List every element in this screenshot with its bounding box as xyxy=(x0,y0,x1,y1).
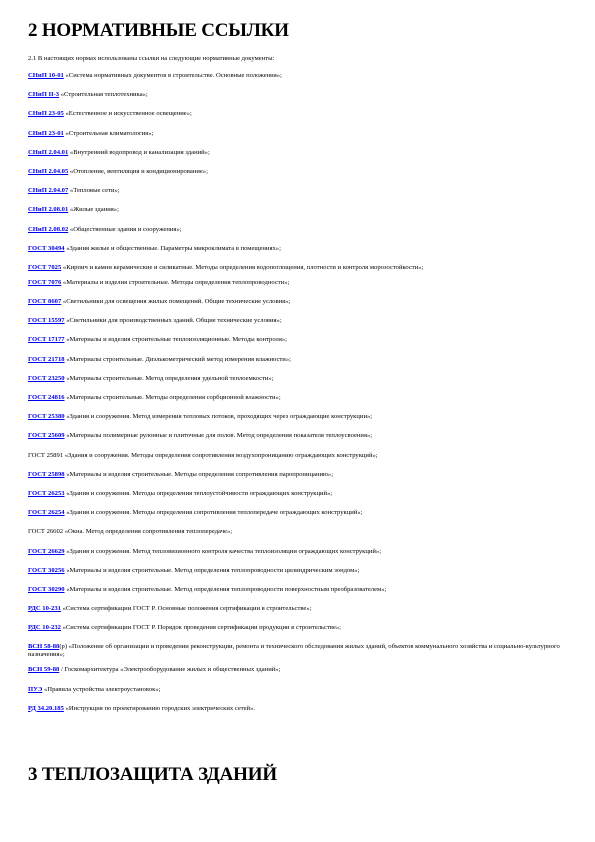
section-3-heading: 3 ТЕПЛОЗАЩИТА ЗДАНИЙ xyxy=(28,764,277,785)
reference-item xyxy=(28,264,568,272)
reference-code-link[interactable]: СНиП II-3 xyxy=(28,91,60,99)
reference-item xyxy=(28,394,568,402)
reference-code-link[interactable]: ГОСТ 30494 xyxy=(28,244,65,252)
reference-item xyxy=(28,548,568,556)
reference-item xyxy=(28,91,568,99)
reference-item xyxy=(28,432,568,440)
reference-item xyxy=(28,686,568,694)
reference-item xyxy=(28,336,568,344)
reference-code-link[interactable]: СНиП 23-01 xyxy=(28,129,64,137)
reference-title: «Внутренний водопровод и канализация зданий»; xyxy=(68,148,210,156)
reference-title: «Материалы и изделия строительные. Метод определения теплопроводности цилиндрическим зондом»; xyxy=(64,566,360,574)
reference-item xyxy=(28,317,568,325)
reference-item xyxy=(28,567,568,575)
reference-title: «Материалы и изделия строительные. Метод определения теплопроводности поверхностным преобразователем»; xyxy=(64,585,387,593)
reference-title: «Жилые здания»; xyxy=(68,206,119,214)
reference-title: «Система сертификации ГОСТ Р. Основные положения сертификации в строительстве»; xyxy=(60,605,312,613)
reference-item xyxy=(28,279,568,287)
reference-title: «Система нормативных документов в строительстве. Основные положения»; xyxy=(63,72,282,79)
reference-item xyxy=(28,356,568,364)
reference-code-link[interactable]: ГОСТ 26254 xyxy=(28,509,65,517)
reference-code-link[interactable]: ГОСТ 25898 xyxy=(28,470,65,478)
reference-title: «Материалы строительные. Методы определения сорбционной влажности»; xyxy=(64,394,281,401)
reference-title: «Материалы строительные. Метод определения удельной теплоемкости»; xyxy=(64,374,274,382)
reference-code-link[interactable]: ГОСТ 23250 xyxy=(28,374,65,382)
reference-item xyxy=(28,226,568,234)
reference-item xyxy=(28,72,568,80)
reference-code-link[interactable]: ГОСТ 30290 xyxy=(28,585,65,593)
reference-code-link[interactable]: СНиП 2.04.01 xyxy=(28,148,69,156)
reference-code-link[interactable]: ПУЭ xyxy=(28,685,43,693)
reference-title: «Материалы полимерные рулонные и плиточные для полов. Метод определения показателя теплоусвоения»; xyxy=(64,432,373,440)
reference-item xyxy=(28,605,568,613)
reference-item xyxy=(28,413,568,421)
reference-title: «Тепловые сети»; xyxy=(68,187,120,195)
reference-item xyxy=(28,528,568,536)
reference-item xyxy=(28,705,568,713)
reference-item xyxy=(28,298,568,306)
reference-code-link[interactable]: ГОСТ 25609 xyxy=(28,432,65,440)
reference-title: «Материалы строительные. Диэлькометрический метод измерения влажности»; xyxy=(64,355,291,363)
reference-code: ГОСТ 25891 xyxy=(28,451,64,459)
reference-item xyxy=(28,168,568,176)
reference-item xyxy=(28,110,568,118)
normative-references-list xyxy=(28,72,568,724)
reference-title: «Здания и сооружения. Методы определения теплоустойчивости ограждающих конструкций»; xyxy=(64,489,333,497)
reference-title: «Строительная теплотехника»; xyxy=(59,91,148,99)
reference-code-link[interactable]: ГОСТ 26253 xyxy=(28,489,65,497)
reference-title: «Здания и сооружения. Методы определения сопротивления воздухопроницанию ограждающих конструкций»; xyxy=(63,451,378,459)
reference-title: «Система сертификации ГОСТ Р. Порядок проведения сертификации продукции в строительстве»; xyxy=(60,624,341,632)
reference-code-link[interactable]: РД 34.20.185 xyxy=(28,704,64,712)
reference-title: «Строительная климатология»; xyxy=(63,129,154,137)
reference-item xyxy=(28,149,568,157)
reference-title: «Здания и сооружения. Метод тепловизионного контроля качества теплоизоляции ограждающих конструкций»; xyxy=(64,547,382,555)
reference-item xyxy=(28,643,568,659)
reference-title: «Здания жилые и общественные. Параметры микроклимата в помещениях»; xyxy=(64,244,281,252)
reference-code-link[interactable]: ГОСТ 26629 xyxy=(28,547,65,555)
reference-item xyxy=(28,471,568,479)
reference-title: «Кирпич и камни керамические и силикатные. Методы определения водопоглощения, плотности и контроля морозостойкости»; xyxy=(61,263,424,271)
reference-item xyxy=(28,509,568,517)
reference-title: «Материалы и изделия строительные. Методы определения сопротивления паропроницанию»; xyxy=(64,470,334,478)
reference-code-link[interactable]: СНиП 2.04.07 xyxy=(28,187,69,195)
reference-code-link[interactable]: ГОСТ 7076 xyxy=(28,278,62,286)
reference-title: «Здания и сооружения. Метод измерения тепловых потоков, проходящих через ограждающие конструкции»; xyxy=(64,413,373,421)
reference-code-link[interactable]: СНиП 2.08.02 xyxy=(28,225,69,233)
reference-item xyxy=(28,624,568,632)
reference-code-link[interactable]: ВСН 59-88 xyxy=(28,666,60,674)
reference-item xyxy=(28,375,568,383)
reference-item xyxy=(28,452,568,460)
reference-title: «Окна. Метод определения сопротивления теплопередаче»; xyxy=(63,528,233,536)
reference-title: (р) «Положение об организации и проведении реконструкции, ремонта и технического обследования жилых зданий, объектов коммунального хозяйства и социально-культурного назначения»; xyxy=(28,643,560,659)
reference-title: «Правила устройства электроустановок»; xyxy=(42,685,161,693)
reference-code-link[interactable]: СНиП 10-01 xyxy=(28,72,64,79)
reference-code-link[interactable]: ГОСТ 24816 xyxy=(28,394,65,401)
reference-title: «Инструкция по проектированию городских электрических сетей». xyxy=(63,704,256,712)
reference-code-link[interactable]: ГОСТ 25380 xyxy=(28,413,65,421)
reference-code-link[interactable]: ВСН 58-88 xyxy=(28,643,60,651)
reference-code: ГОСТ 26602 xyxy=(28,528,64,536)
reference-code-link[interactable]: ГОСТ 30256 xyxy=(28,566,65,574)
reference-title: «Отопление, вентиляция и кондиционирование»; xyxy=(68,167,208,175)
section-2-heading: 2 НОРМАТИВНЫЕ ССЫЛКИ xyxy=(28,20,289,41)
reference-title: «Материалы и изделия строительные. Методы определения теплопроводности»; xyxy=(61,278,290,286)
reference-code-link[interactable]: ГОСТ 17177 xyxy=(28,336,65,344)
section-2-intro: 2.1 В настоящих нормах использованы ссылки на следующие нормативные документы: xyxy=(28,55,275,62)
reference-title: «Естественное и искусственное освещение»; xyxy=(63,110,192,118)
reference-title: «Общественные здания и сооружения»; xyxy=(68,225,182,233)
reference-code-link[interactable]: СНиП 23-05 xyxy=(28,110,64,118)
reference-code-link[interactable]: ГОСТ 7025 xyxy=(28,263,62,271)
reference-item xyxy=(28,245,568,253)
reference-title: «Материалы и изделия строительные теплоизоляционные. Методы контроля»; xyxy=(64,336,287,344)
reference-title: / Госкомархитектура «Электрооборудование жилых и общественных зданий»; xyxy=(59,666,281,674)
reference-code-link[interactable]: СНиП 2.08.01 xyxy=(28,206,69,214)
reference-title: «Светильники для производственных зданий. Общие технические условия»; xyxy=(64,317,282,325)
reference-code-link[interactable]: СНиП 2.04.05 xyxy=(28,167,69,175)
reference-item xyxy=(28,666,568,674)
reference-item xyxy=(28,206,568,214)
reference-item xyxy=(28,130,568,138)
reference-code-link[interactable]: РДС 10-231 xyxy=(28,605,61,613)
reference-item xyxy=(28,586,568,594)
reference-title: «Светильники для освещения жилых помещений. Общие технические условия»; xyxy=(61,298,291,306)
reference-code-link[interactable]: ГОСТ 21718 xyxy=(28,355,65,363)
reference-item xyxy=(28,490,568,498)
reference-code-link[interactable]: ГОСТ 8607 xyxy=(28,298,62,306)
reference-code-link[interactable]: ГОСТ 15597 xyxy=(28,317,65,325)
reference-item xyxy=(28,187,568,195)
reference-title: «Здания и сооружения. Методы определения сопротивления теплопередаче ограждающих конструкций»; xyxy=(64,509,363,517)
reference-code-link[interactable]: РДС 10-232 xyxy=(28,624,61,632)
